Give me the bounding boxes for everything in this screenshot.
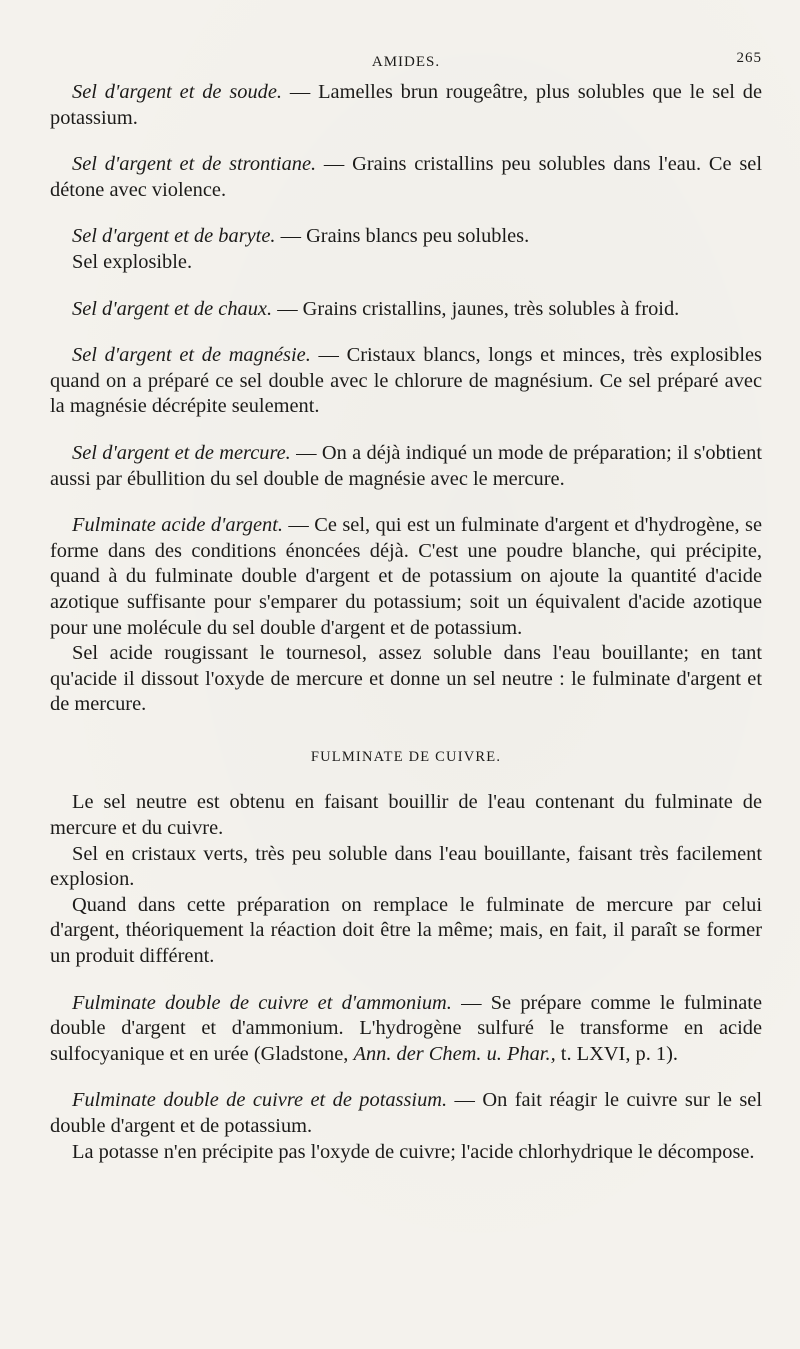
paragraph-body: Quand dans cette préparation on remplace le fulminate de mercure par celui d'argent, théoriquement la réaction doit être la même; mais, en fait, il paraît se former un produit différent. [50, 893, 762, 968]
section-heading: FULMINATE DE CUIVRE. [310, 748, 502, 765]
paragraph-sel-argent-chaux [50, 297, 762, 323]
paragraph-body: La potasse n'en précipite pas l'oxyde de cuivre; l'acide chlorhydrique le décompose. [72, 1140, 755, 1163]
body-text [50, 80, 762, 1165]
paragraph-lead: Sel d'argent et de soude. [72, 81, 282, 103]
running-title: AMIDES. [371, 54, 441, 70]
paragraph-sel-acide [50, 641, 762, 718]
running-header [50, 50, 762, 80]
paragraph-tail: t. LXVI, p. 1). [555, 1042, 679, 1065]
paragraph-preparation [50, 893, 762, 970]
paragraph-body: — Se prépare comme le fulminate double d'argent et d'ammonium. L'hydrogène sulfuré le transforme en acide sulfocyanique et en urée (Gladstone, [50, 991, 763, 1065]
paragraph-lead: Fulminate acide d'argent. [72, 514, 283, 537]
paragraph-lead: Sel d'argent et de baryte. [72, 225, 276, 248]
paragraph-body: Sel acide rougissant le tournesol, assez soluble dans l'eau bouillante; en tant qu'acide il dissout l'oxyde de mercure et donne un sel neutre : le fulminate d'argent et de mercure. [50, 642, 762, 716]
paragraph-body: Sel explosible. [72, 250, 193, 273]
paragraph-sel-argent-soude [50, 80, 762, 131]
paragraph-body: Sel en cristaux verts, très peu soluble dans l'eau bouillante, faisant très facilement explosion. [50, 842, 762, 891]
paragraph-sel-argent-baryte [50, 224, 762, 250]
paragraph-sel-argent-mercure [50, 441, 762, 492]
paragraph-body: — Lamelles brun rougeâtre, plus solubles que le sel de potassium. [50, 81, 763, 129]
paragraph-body: Le sel neutre est obtenu en faisant bouillir de l'eau contenant du fulminate de mercure et du cuivre. [50, 791, 762, 840]
paragraph-potasse [50, 1140, 762, 1166]
paragraph-lead: Sel d'argent et de strontiane. [72, 153, 317, 176]
paragraph-cristaux-verts [50, 842, 762, 893]
page-number: 265 [736, 50, 762, 66]
paragraph-body: — On fait réagir le cuivre sur le sel double d'argent et de potassium. [50, 1089, 762, 1137]
paragraph-lead: Sel d'argent et de magnésie. [72, 344, 311, 367]
paragraph-body: — Ce sel, qui est un fulminate d'argent et d'hydrogène, se forme dans des conditions énoncées déjà. C'est une poudre blanche, qui précipite, quand à du fulminate double d'argent et de potassium on ajoute la quantité d'acide azotique suffisante pour s'emparer du potassium; soit un équivalent d'acide azotique pour une molécule du sel double d'argent et de potassium. [50, 514, 762, 639]
paragraph-body: — Cristaux blancs, longs et minces, très explosibles quand on a préparé ce sel double avec le chlorure de magnésium. Ce sel préparé avec la magnésie décrépite seulement. [50, 344, 762, 418]
paragraph-fulminate-cuivre-ammonium [50, 991, 762, 1068]
paragraph-body: — On a déjà indiqué un mode de préparation; il s'obtient aussi par ébullition du sel double de magnésie avec le mercure. [50, 441, 763, 490]
paragraph-body: — Grains cristallins, jaunes, très solubles à froid. [272, 297, 680, 320]
paragraph-body: — Grains cristallins peu solubles dans l'eau. Ce sel détone avec violence. [50, 153, 762, 201]
paragraph-fulminate-acide-argent [50, 513, 762, 641]
paragraph-lead: Sel d'argent et de mercure. [72, 441, 291, 464]
paragraph-sel-argent-baryte-note [50, 250, 762, 276]
paragraph-sel-argent-magnesie [50, 343, 762, 420]
paragraph-lead: Fulminate double de cuivre et de potassium. [72, 1089, 448, 1112]
paragraph-fulminate-cuivre-potassium [50, 1088, 762, 1139]
paragraph-sel-neutre [50, 790, 762, 841]
paragraph-lead: Sel d'argent et de chaux. [72, 297, 273, 320]
paragraph-lead: Fulminate double de cuivre et d'ammonium. [72, 991, 452, 1014]
paragraph-body: — Grains blancs peu solubles. [275, 225, 530, 248]
citation: Ann. der Chem. u. Phar., [353, 1042, 556, 1065]
paragraph-sel-argent-strontiane [50, 152, 762, 203]
